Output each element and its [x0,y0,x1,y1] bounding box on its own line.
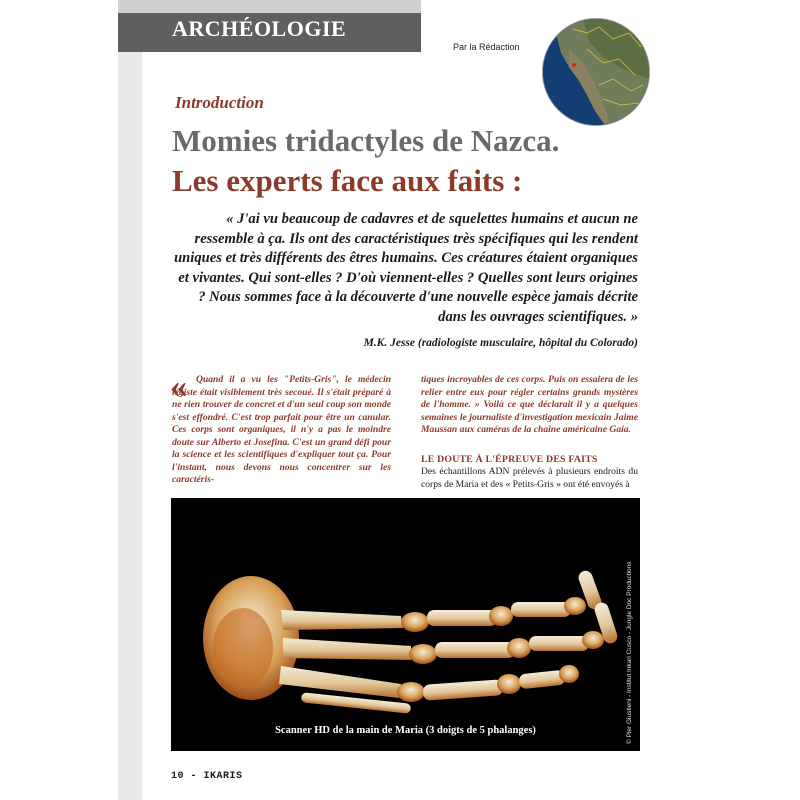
article-kicker: Introduction [175,93,264,112]
photo-credit: © Pier Giustieni - Institut Inkari Cusco - Jungle Doc Productions [626,561,633,744]
article-subtitle: Les experts face aux faits : [172,163,523,198]
section-subheading: LE DOUTE À L'ÉPREUVE DES FAITS [421,454,598,465]
section-label: ARCHÉOLOGIE [172,16,347,41]
byline: Par la Rédaction [453,42,520,52]
body-paragraph: Des échantillons ADN prélevés à plusieurs endroits du corps de Maria et des « Petits-Gris » ont été envoyés à [421,466,638,490]
pull-quote-author: M.K. Jesse (radiologiste musculaire, hôpital du Colorado) [363,337,638,349]
figure-caption: Scanner HD de la main de Maria (3 doigts de 5 phalanges) [275,725,536,736]
article-title: Momies tridactyles de Nazca. [172,123,560,158]
ct-scan-hand-photo [171,498,640,751]
lead-paragraph-col1 [170,368,391,487]
map-inset-image [543,19,649,125]
page-edge-strip [118,13,142,800]
lead-paragraph-col2: tiques incroyables de ces corps. Puis on essaiera de les relier entre eux pour régler certains grands mystères de l'homme. » Voilà ce que déclarait il y a quelques semaines le journaliste d'investigation mexicain Jaime Maussan aux caméras de la chaîne américaine Gaia. [421,374,638,435]
pull-quote: « J'ai vu beaucoup de cadavres et de squelettes humains et aucun ne ressemble à ça. Ils ont des caractéristiques très spécifiques qui les rendent uniques et très différents des êtres humains. Ces créatures étaient organiques et vivantes. Qui sont-elles ? D'où viennent-elles ? Quelles sont leurs origines ? Nous sommes face à la découverte d'une nouvelle espèce jamais décrite dans les ouvrages scientifiques. » [174,211,638,325]
header-band-top [118,0,421,13]
lead-text-col1: Quand il a vu les "Petits-Gris", le médecin légiste était visiblement très secoué. Il s'était préparé à ne rien trouver de concret et d'un seul coup son monde s'est effondré. C'est trop parfait pour être un canular. Ces corps sont organiques, il n'y a pas le moindre doute sur Alberto et Josefina. C'est un grand défi pour la science et les scientifiques d'expliquer tout ça. Pour l'instant, nous devons nous concentrer sur les caractéris- [172,374,391,485]
lead-guillemet: « [170,368,187,405]
page-folio: 10 - IKARIS [171,771,243,782]
